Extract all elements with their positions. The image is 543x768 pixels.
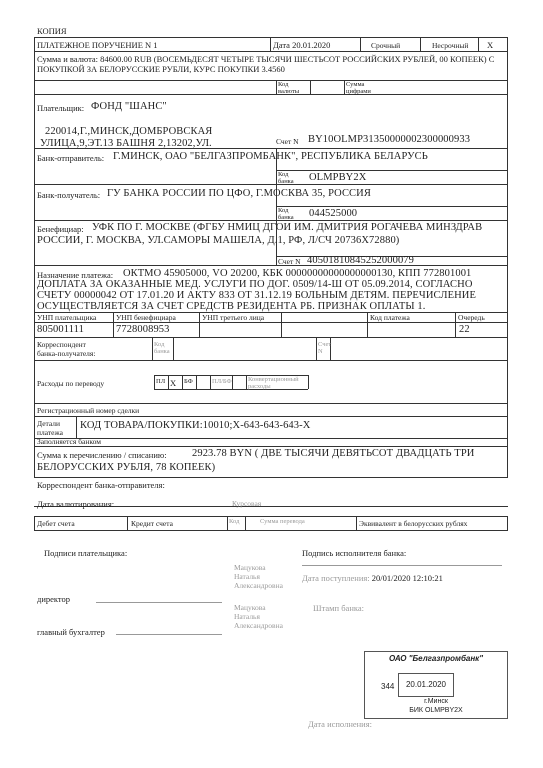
written-off-label: Сумма к перечислению / списанию: (37, 450, 167, 460)
correspondent-label-1: Корреспондент (37, 340, 86, 349)
rule (310, 80, 311, 94)
amount-text: Сумма и валюта: 84600.00 RUB (ВОСЕМЬДЕСЯТ ЧЕТЫРЕ ТЫСЯЧИ ШЕСТЬСОТ РОССИЙСКИХ РУБЛЕЙ, 00 КОПЕЕК) С ПОКУПКОЙ ЗА БЕЛОРУССКИЕ РУБЛИ, КУРС ПОКУПКИ 3.4560 (37, 54, 495, 74)
execution-date-label: Дата исполнения: (308, 719, 373, 729)
currency-code-label: Код валюты (278, 81, 300, 95)
rule (34, 80, 508, 81)
rule (245, 516, 246, 530)
receiver-bank-code: 044525000 (309, 208, 358, 219)
rule (360, 37, 361, 51)
stamp-bik: БИК OLMPBY2X (409, 707, 463, 714)
corr-sender-label: Корреспондент банка-отправителя: (37, 480, 165, 490)
signer-1-line-b: Наталья (234, 572, 260, 581)
rule (76, 416, 77, 438)
rule (154, 389, 308, 390)
rule (34, 446, 508, 447)
rule (507, 37, 508, 477)
rule (316, 337, 317, 360)
rule (276, 170, 507, 171)
transfer-code-1: Конвертационный (248, 376, 299, 383)
beneficiary-line-1: УФК ПО Г. МОСКВЕ (ФГБУ НМИЦ ДГОИ ИМ. ДМИТРИЯ РОГАЧЕВА МИНЗДРАВ (92, 222, 483, 233)
received-label: Дата поступления: (302, 573, 370, 583)
stamp-date-box (398, 673, 454, 697)
payer-account: BY10OLMP31350000002300000933 (308, 134, 471, 145)
transfer-pl-bf: ПЛ/БФ (212, 378, 232, 385)
beneficiary-account: 40501810845252000079 (307, 255, 414, 266)
purpose-line-2: ДОПЛАТА ЗА ОКАЗАННЫЕ МЕД. УСЛУГИ ПО ДОГ. 0509/14-Ш ОТ 05.09.2014, СОГЛАСНО (37, 279, 473, 290)
debit-label: Дебет счета (37, 519, 75, 528)
rule (199, 312, 200, 337)
rule (34, 37, 35, 477)
rule (281, 312, 282, 337)
signer-1-line-c: Александровна (234, 581, 283, 590)
rule (344, 80, 345, 94)
rule (34, 322, 508, 323)
received-date (302, 573, 443, 583)
purpose-label: Назначение платежа: (37, 270, 114, 280)
rule (34, 51, 508, 52)
rule (270, 37, 271, 51)
transfer-mark: X (170, 378, 177, 388)
rule (210, 375, 211, 389)
rule (246, 375, 247, 389)
payment-code-label: Код платежа (370, 313, 410, 322)
payer-signatures-label: Подписи плательщика: (44, 548, 128, 558)
details-label-1: Детали (37, 419, 61, 428)
copy-label: КОПИЯ (37, 26, 67, 36)
bank-stamp (364, 651, 508, 719)
rule (276, 206, 507, 207)
unp-benef: 7728008953 (116, 324, 170, 335)
non-urgent-label: Несрочный (432, 41, 469, 50)
corr-bank-code-label: Код банка (154, 341, 170, 355)
unp-payer: 805001111 (37, 324, 84, 335)
signer-2-line-b: Наталья (234, 612, 260, 621)
rule (34, 37, 508, 38)
bank-signature-line (302, 565, 502, 566)
accountant-signature-line (116, 634, 222, 635)
rule (34, 94, 508, 95)
payer-label: Плательщик: (37, 103, 85, 113)
stamp-date: 20.01.2020 (405, 680, 447, 689)
transfer-pl: ПЛ (156, 378, 166, 385)
valuation-label: Дата валютирования: (37, 499, 115, 509)
rule (276, 80, 277, 94)
written-off-line-1: 2923.78 BYN ( ДВЕ ТЫСЯЧИ ДЕВЯТЬСОТ ДВАДЦАТЬ ТРИ (192, 448, 475, 459)
rule (34, 416, 508, 417)
stamp-city: г.Минск (424, 698, 448, 705)
non-urgent-mark: X (487, 40, 494, 50)
chief-accountant-label: главный бухгалтер (37, 627, 105, 637)
beneficiary-label: Бенефициар: (37, 224, 84, 234)
urgent-label: Срочный (371, 41, 401, 50)
debit-code-label: Код (229, 518, 240, 525)
rule (127, 516, 128, 530)
beneficiary-account-label: Счет N (278, 257, 301, 266)
director-signature-line (96, 602, 222, 603)
received-value: 20/01/2020 12:10:21 (371, 573, 443, 583)
order-date (273, 40, 330, 50)
sender-bank-code-label: Код банка (278, 171, 294, 185)
sender-bank-code: OLMPBY2X (309, 172, 367, 183)
signer-2-line-a: Мацукова (234, 603, 266, 612)
transfer-bf: БФ (184, 378, 193, 385)
rule (34, 438, 508, 439)
receiver-bank-name: ГУ БАНКА РОССИИ ПО ЦФО, Г.МОСКВА 35, РОССИЯ (107, 188, 371, 199)
unp-benef-label: УНП бенефициара (116, 313, 176, 322)
rule (34, 530, 508, 531)
details-value: КОД ТОВАРА/ПОКУПКИ:10010;Х-643-643-643-Х (80, 420, 311, 431)
rule (34, 403, 508, 404)
stamp-bank-name: ОАО "Белгазпромбанк" (388, 654, 484, 663)
date-value: 20.01.2020 (292, 40, 331, 50)
rule (308, 375, 309, 389)
rule (34, 516, 35, 530)
signer-2-line-c: Александровна (234, 621, 283, 630)
rate-label: Курсовая (232, 499, 262, 508)
payer-address-1: 220014,Г.,МИНСК,ДОМБРОВСКАЯ (45, 126, 213, 137)
queue-value: 22 (459, 324, 470, 335)
purpose-line-3: СЧЕТУ 00000042 ОТ 17.01.20 И АКТУ 833 ОТ 31.12.19 БОЛЬНЫМ ДЕТЯМ. ПЕРЕЧИСЛЕНИЕ (37, 290, 476, 301)
beneficiary-line-2: РОССИИ, Г. МОСКВА, УЛ.САМОРЫ МАШЕЛА, Д.1, РФ, Л/СЧ 20736X72880) (37, 235, 400, 246)
rule (34, 337, 508, 338)
rule (196, 375, 197, 389)
date-label: Дата (273, 40, 290, 50)
rule (34, 360, 508, 361)
rule (113, 312, 114, 337)
written-off-line-2: БЕЛОРУССКИХ РУБЛЯ, 78 КОПЕЕК) (37, 462, 216, 473)
rule (168, 375, 169, 389)
unp-third-label: УНП третьего лица (202, 313, 265, 322)
stamp-label: Штамп банка: (313, 603, 364, 613)
sender-bank-name: Г.МИНСК, ОАО "БЕЛГАЗПРОМБАНК", РЕСПУБЛИКА БЕЛАРУСЬ (113, 151, 428, 162)
amount-digits-label: Сумма цифрами (346, 81, 371, 95)
corr-account-label: Счет N (318, 341, 332, 355)
director-label: директор (37, 594, 71, 604)
order-number: 1 (153, 40, 158, 50)
filled-by-bank-label: Заполняется банком (37, 437, 101, 446)
details-label-2: платежа (37, 428, 64, 437)
rule (34, 477, 508, 478)
page-title (37, 40, 158, 50)
stamp-number: 344 (381, 682, 395, 691)
rule (34, 265, 508, 266)
rule (420, 37, 421, 51)
equivalent-label: Эквивалент в белорусских рублях (359, 519, 468, 528)
transfer-label: Расходы по переводу (37, 379, 105, 388)
receiver-bank-label: Банк-получатель: (37, 190, 101, 200)
credit-label: Кредит счета (131, 519, 173, 528)
bank-signature-label: Подпись исполнителя банка: (302, 548, 407, 558)
transfer-code-2: расходы (248, 383, 271, 390)
rule (34, 516, 508, 517)
signer-1-line-a: Мацукова (234, 563, 266, 572)
rule (227, 516, 228, 530)
rule (455, 312, 456, 337)
rule (507, 516, 508, 530)
purpose-line-4: ОСУЩЕСТВЛЯЕТСЯ ЗА СЧЕТ СРЕДСТВ РЕЗИДЕНТА РБ. ПРИЗНАК ОПЛАТЫ 1. (37, 301, 426, 312)
registration-label: Регистрационный номер сделки (37, 406, 140, 415)
rule (232, 375, 233, 389)
rule (367, 312, 368, 337)
rule (478, 37, 479, 51)
queue-label: Очередь (458, 313, 485, 322)
payer-address-2: УЛИЦА,9,ЭТ.13 БАШНЯ 2,13202,УЛ. (40, 138, 212, 149)
sender-bank-label: Банк-отправитель: (37, 153, 105, 163)
rule (34, 220, 508, 221)
purpose-line-1: ОКТМО 45905000, VO 20200, КБК 00000000000000000130, КПП 772801001 (123, 268, 472, 279)
rule (182, 375, 183, 389)
receiver-bank-code-label: Код банка (278, 207, 294, 221)
title-text: ПЛАТЕЖНОЕ ПОРУЧЕНИЕ N (37, 40, 152, 50)
rule (154, 375, 155, 389)
rule (152, 337, 153, 360)
unp-payer-label: УНП плательщика (37, 313, 97, 322)
rule (34, 184, 508, 185)
transfer-sum-label: Сумма перевода (260, 518, 305, 525)
payer-name: ФОНД "ШАНС" (91, 101, 167, 112)
payer-account-label: Счет N (276, 137, 299, 146)
correspondent-label-2: банка-получателя: (37, 349, 96, 358)
rule (356, 516, 357, 530)
